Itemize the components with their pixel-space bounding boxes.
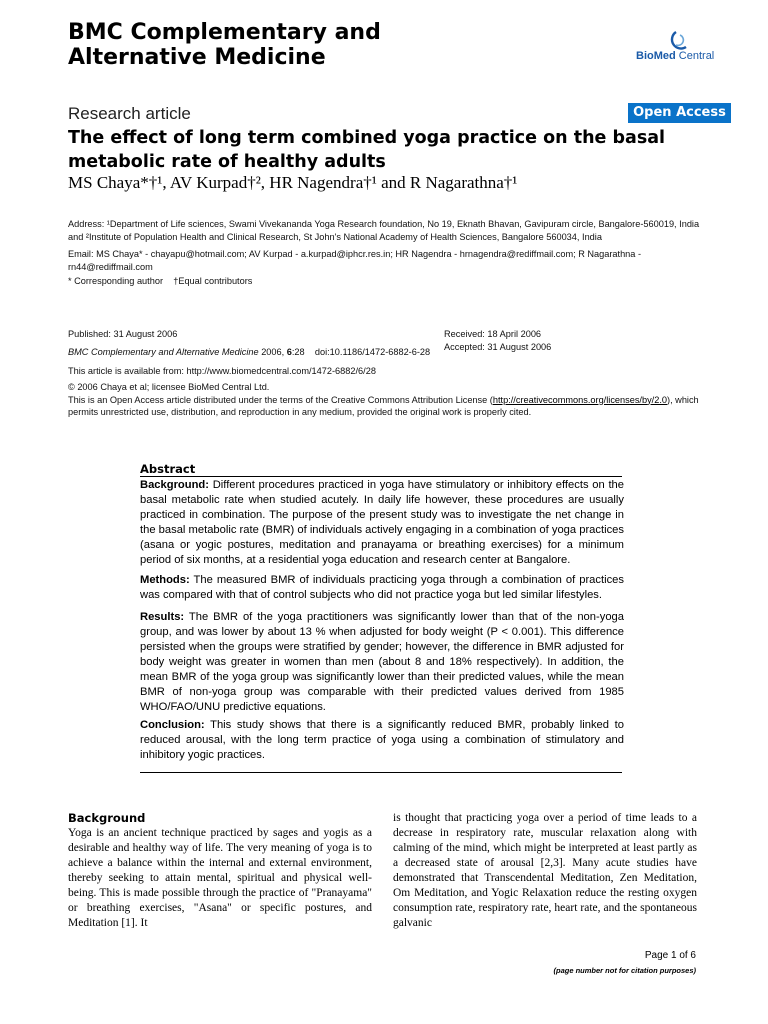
article-title: The effect of long term combined yoga practice on the basal metabolic rate of healthy adults: [68, 128, 666, 172]
license-pre: This is an Open Access article distributed under the terms of the Creative Commons Attribution License (: [68, 394, 493, 405]
abstract-methods: [140, 573, 624, 603]
corresponding-note: * Corresponding author †Equal contributors: [68, 276, 253, 286]
abstract-results: [140, 610, 624, 715]
copyright-notice: [68, 381, 708, 419]
license-text: [68, 394, 708, 419]
abstract-methods-label: Methods:: [140, 574, 190, 586]
citation-doi: :28 doi:10.1186/1472-6882-6-28: [291, 347, 431, 357]
received-date: Received: 18 April 2006: [444, 329, 542, 339]
citation-volume: 6: [286, 347, 292, 357]
abstract-results-label: Results:: [140, 611, 185, 623]
citation-journal: BMC Complementary and Alternative Medicine: [68, 347, 259, 357]
journal-name: [68, 20, 381, 70]
author-list: MS Chaya*†¹, AV Kurpad†², HR Nagendra†¹ and R Nagarathna†¹: [68, 173, 518, 192]
abstract-conclusion-label: Conclusion:: [140, 719, 205, 731]
author-emails: Email: MS Chaya* - chayapu@hotmail.com; AV Kurpad - a.kurpad@iphcr.res.in; HR Nagendra - hrnagendra@rediffmail.com; R Nagarathna - rn44@rediffmail.com: [68, 249, 642, 272]
biomed-central-logo: [636, 30, 715, 66]
abstract-background-text: Different procedures practiced in yoga have stimulatory or inhibitory effects on the basal metabolic rate when studied acutely. In daily life however, these procedures are usually practiced in combination. The purpose of the present study was to investigate the net change in the basal metabolic rate (BMR) of individuals actively engaging in a combination of yoga practices (asana or yogic postures, meditation and pranayama or breathing exercises) for a minimum period of six months, at a residential yoga education and research center at Bangalore.: [140, 479, 624, 566]
abstract-background: [140, 478, 624, 568]
page-number: Page 1 of 6: [644, 950, 696, 961]
abstract-background-label: Background:: [140, 479, 209, 491]
abstract-heading: Abstract: [140, 462, 196, 476]
license-post: ), which permits unrestricted use, distribution, and reproduction in any medium, provided the original work is properly cited.: [68, 394, 699, 417]
body-column-left: Yoga is an ancient technique practiced by sages and yogis as a desirable and healthy way of life. The very meaning of yoga is to achieve a balance within the internal and external environment, thereby seeking to attain mental, spiritual and physical well-being. This is made possible through the practice of "Pranayama" or breathing exercises, "Asana" or specific postures, and Meditation [1]. It: [68, 827, 372, 929]
abstract-methods-text: The measured BMR of individuals practicing yoga through a combination of practices was compared with that of control subjects who did not practice yoga but led similar lifestyles.: [140, 574, 624, 601]
journal-name-line1: BMC Complementary and: [68, 20, 381, 45]
logo-swirl-icon: [636, 30, 700, 52]
article-type: Research article: [68, 104, 191, 123]
abstract-conclusion: [140, 718, 624, 763]
published-date: Published: 31 August 2006: [68, 329, 178, 339]
abstract-bottom-rule: [140, 772, 622, 773]
accepted-date: Accepted: 31 August 2006: [444, 342, 552, 352]
copyright-line: © 2006 Chaya et al; licensee BioMed Central Ltd.: [68, 382, 270, 392]
open-access-badge: Open Access: [628, 103, 731, 123]
citation-year: 2006,: [258, 347, 287, 357]
publisher-name: [636, 50, 714, 62]
journal-name-line2: Alternative Medicine: [68, 45, 326, 70]
background-heading: Background: [68, 811, 146, 825]
abstract-top-rule: [140, 476, 622, 477]
publisher-regular: Central: [675, 50, 715, 62]
abstract-results-text: The BMR of the yoga practitioners was significantly lower than that of the non-yoga group, and was lower by about 13 % when adjusted for body weight (P < 0.001). This difference persisted when the groups were stratified by gender; however, the difference in BMR adjusted for body weight was greater in women than men (about 8 and 18% respectively). In addition, the mean BMR of the yoga group was significantly lower than their predicted values, while the mean BMR of non-yoga group was comparable with their predicted values derived from 1985 WHO/FAO/UNU predictive equations.: [140, 611, 624, 713]
publisher-bold: BioMed: [636, 50, 676, 62]
article-url[interactable]: This article is available from: http://www.biomedcentral.com/1472-6882/6/28: [68, 366, 376, 376]
license-link[interactable]: http://creativecommons.org/licenses/by/2.0: [492, 394, 668, 405]
author-address: Address: ¹Department of Life sciences, Swami Vivekananda Yoga Research foundation, No 19, Eknath Bhavan, Gavipuram circle, Bangalore-560019, India and ²Institute of Population Health and Clinical Research, St John's National Academy of Health Sciences, Bangalore 560034, India: [68, 219, 700, 242]
page-number-note: (page number not for citation purposes): [553, 966, 696, 975]
abstract-conclusion-text: This study shows that there is a significantly reduced BMR, probably linked to reduced arousal, with the long term practice of yoga using a combination of stimulatory and inhibitory yogic practices.: [140, 719, 624, 761]
body-column-right: is thought that practicing yoga over a period of time leads to a decrease in respiratory rate, muscular relaxation along with calming of the mind, which might be interpreted at least partly as a decreased state of arousal [2,3]. Many acute studies have demonstrated that Transcendental Meditation, Zen Meditation, Om Meditation, and Yogic Relaxation reduce the resting oxygen consumption rate, respiratory rate, heart rate, and the spontaneous galvanic: [393, 812, 697, 929]
citation: [68, 346, 430, 359]
